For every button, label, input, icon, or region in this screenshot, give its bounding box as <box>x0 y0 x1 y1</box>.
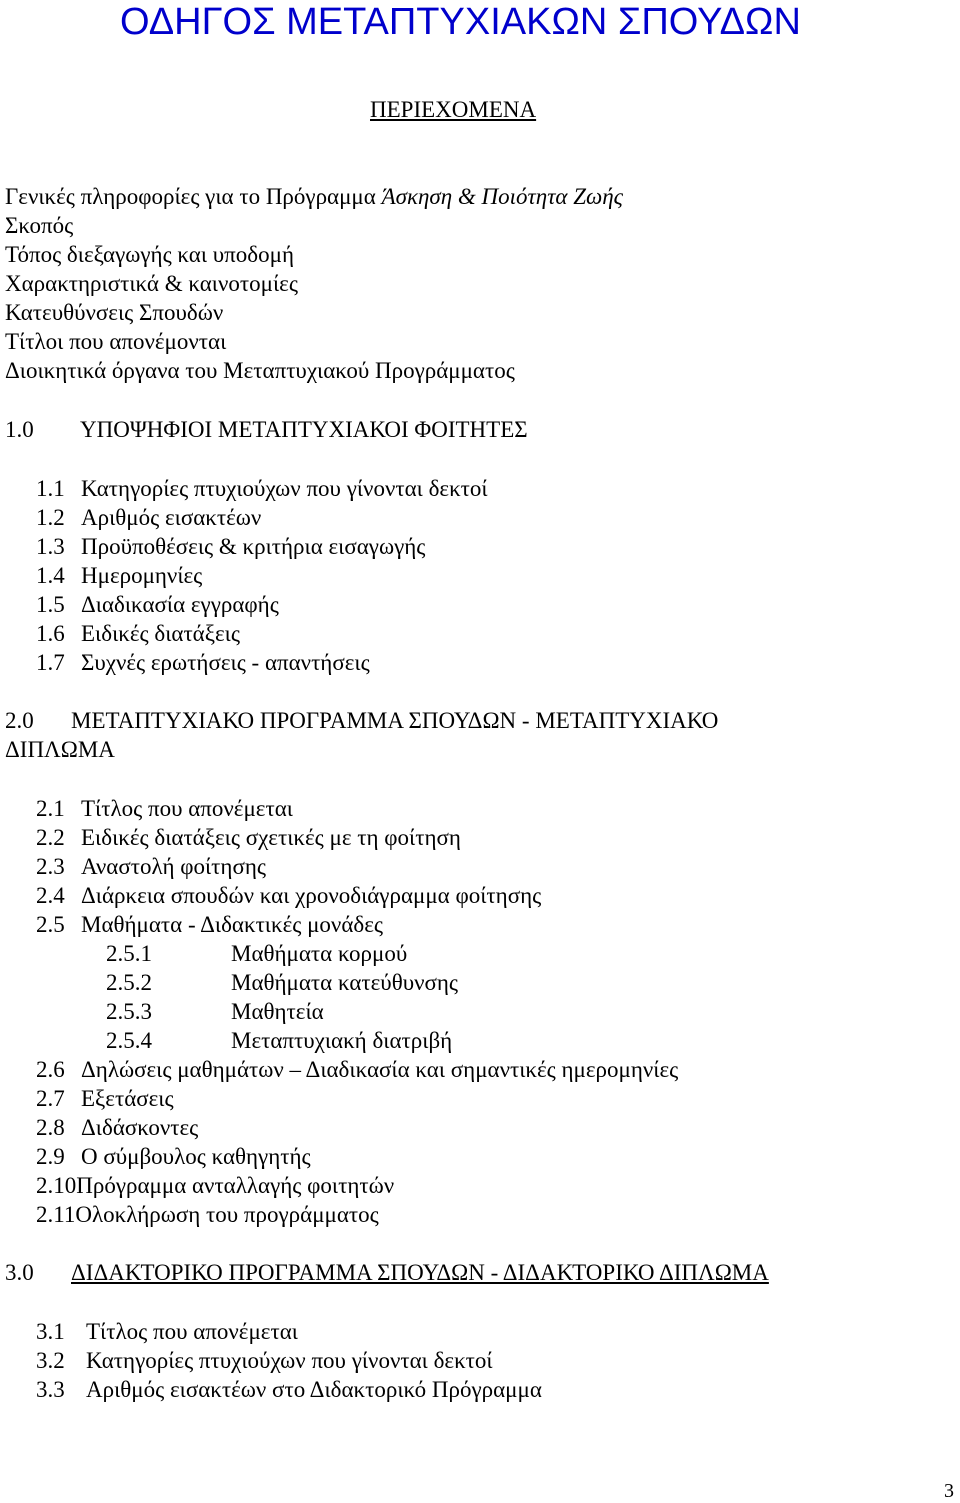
page-number: 3 <box>944 1480 954 1502</box>
toc-item <box>36 1318 298 1346</box>
item-number: 2.3 <box>36 854 65 879</box>
section-title: ΔΙΔΑΚΤΟΡΙΚΟ ΠΡΟΓΡΑΜΜΑ ΣΠΟΥΔΩΝ - ΔΙΔΑΚΤΟΡΙΚΟ ΔΙΠΛΩΜΑ <box>71 1260 769 1285</box>
item-text: Αναστολή φοίτησης <box>81 854 266 879</box>
section-number: 3.0 <box>5 1260 34 1285</box>
item-text: Τίτλος που απονέμεται <box>81 796 293 821</box>
toc-general-item: Διοικητικά όργανα του Μεταπτυχιακού Προγράμματος <box>5 358 515 383</box>
document-title: ΟΔΗΓΟΣ ΜΕΤΑΠΤΥΧΙΑΚΩΝ ΣΠΟΥΔΩΝ <box>120 1 801 43</box>
item-text: Ειδικές διατάξεις <box>81 621 240 646</box>
item-number: 2.4 <box>36 883 65 908</box>
subitem-number: 2.5.1 <box>106 941 152 966</box>
item-number: 3.2 <box>36 1348 65 1373</box>
toc-item <box>36 882 541 910</box>
item-number: 1.6 <box>36 621 65 646</box>
toc-subitem <box>106 1027 452 1055</box>
toc-general-item: Τίτλοι που απονέμονται <box>5 329 227 354</box>
item-number: 2.2 <box>36 825 65 850</box>
toc-general-line-1 <box>5 183 623 211</box>
item-number: 2.5 <box>36 912 65 937</box>
toc-general-program-name: Άσκηση & Ποιότητα Ζωής <box>381 184 624 209</box>
toc-item <box>36 824 461 852</box>
subitem-text: Μαθήματα κορμού <box>231 941 408 966</box>
subitem-number: 2.5.3 <box>106 999 152 1024</box>
toc-item <box>36 620 240 648</box>
item-text: Μαθήματα - Διδακτικές μονάδες <box>81 912 383 937</box>
toc-section-2-heading <box>5 707 718 735</box>
toc-item <box>36 1172 394 1200</box>
toc-item <box>36 1143 311 1171</box>
item-number: 2.1 <box>36 796 65 821</box>
toc-item <box>36 1347 493 1375</box>
item-text: Αριθμός εισακτέων στο Διδακτορικό Πρόγραμμα <box>86 1377 542 1402</box>
toc-item <box>36 1376 542 1404</box>
item-text: Αριθμός εισακτέων <box>81 505 262 530</box>
section-title: ΥΠΟΨΗΦΙΟΙ ΜΕΤΑΠΤΥΧΙΑΚΟΙ ΦΟΙΤΗΤΕΣ <box>80 417 528 442</box>
toc-item <box>36 591 279 619</box>
toc-item <box>36 853 266 881</box>
toc-item <box>36 504 261 532</box>
toc-item <box>36 1085 174 1113</box>
toc-general-prefix: Γενικές πληροφορίες για το Πρόγραμμα <box>5 184 382 209</box>
item-text: Κατηγορίες πτυχιούχων που γίνονται δεκτοί <box>86 1348 493 1373</box>
toc-heading: ΠΕΡΙΕΧΟΜΕΝΑ <box>370 97 537 122</box>
item-number: 2.11 <box>36 1202 76 1227</box>
toc-item <box>36 1114 198 1142</box>
item-text: Κατηγορίες πτυχιούχων που γίνονται δεκτοί <box>81 476 488 501</box>
toc-general-item: Σκοπός <box>5 213 74 238</box>
item-number: 2.9 <box>36 1144 65 1169</box>
item-text: Δηλώσεις μαθημάτων – Διαδικασία και σημαντικές ημερομηνίες <box>81 1057 679 1082</box>
toc-item <box>36 1201 379 1229</box>
section-number: 2.0 <box>5 708 34 733</box>
item-number: 1.5 <box>36 592 65 617</box>
toc-item <box>36 911 383 939</box>
item-text: Ολοκλήρωση του προγράμματος <box>75 1202 379 1227</box>
item-number: 1.2 <box>36 505 65 530</box>
subitem-number: 2.5.4 <box>106 1028 152 1053</box>
toc-general-item: Κατευθύνσεις Σπουδών <box>5 300 224 325</box>
toc-subitem <box>106 940 407 968</box>
toc-item <box>36 562 202 590</box>
item-number: 1.4 <box>36 563 65 588</box>
item-text: Διαδικασία εγγραφής <box>81 592 279 617</box>
subitem-text: Μαθητεία <box>231 999 324 1024</box>
item-text: Συχνές ερωτήσεις - απαντήσεις <box>81 650 370 675</box>
item-number: 1.1 <box>36 476 65 501</box>
item-number: 3.3 <box>36 1377 65 1402</box>
item-number: 3.1 <box>36 1319 65 1344</box>
toc-item <box>36 649 370 677</box>
toc-section-1-heading <box>5 416 528 444</box>
toc-item <box>36 533 425 561</box>
item-text: Διάρκεια σπουδών και χρονοδιάγραμμα φοίτησης <box>81 883 542 908</box>
subitem-text: Μεταπτυχιακή διατριβή <box>231 1028 453 1053</box>
toc-item <box>36 795 293 823</box>
toc-general-item: Τόπος διεξαγωγής και υποδομή <box>5 242 294 267</box>
subitem-number: 2.5.2 <box>106 970 152 995</box>
item-text: Διδάσκοντες <box>81 1115 199 1140</box>
toc-item <box>36 1056 678 1084</box>
item-number: 1.3 <box>36 534 65 559</box>
item-number: 2.6 <box>36 1057 65 1082</box>
item-text: Τίτλος που απονέμεται <box>86 1319 298 1344</box>
item-text: Πρόγραμμα ανταλλαγής φοιτητών <box>76 1173 395 1198</box>
subitem-text: Μαθήματα κατεύθυνσης <box>231 970 459 995</box>
item-number: 2.7 <box>36 1086 65 1111</box>
toc-item <box>36 475 488 503</box>
toc-section-3-heading <box>5 1259 769 1287</box>
toc-subitem <box>106 998 324 1026</box>
toc-subitem <box>106 969 458 997</box>
section-title: ΜΕΤΑΠΤΥΧΙΑΚΟ ΠΡΟΓΡΑΜΜΑ ΣΠΟΥΔΩΝ - ΜΕΤΑΠΤΥΧΙΑΚΟ <box>71 708 719 733</box>
item-number: 1.7 <box>36 650 65 675</box>
section-number: 1.0 <box>5 417 34 442</box>
item-text: Ο σύμβουλος καθηγητής <box>81 1144 311 1169</box>
item-text: Προϋποθέσεις & κριτήρια εισαγωγής <box>81 534 426 559</box>
item-text: Ειδικές διατάξεις σχετικές με τη φοίτηση <box>81 825 461 850</box>
item-number: 2.8 <box>36 1115 65 1140</box>
item-text: Ημερομηνίες <box>81 563 203 588</box>
toc-section-2-heading-cont: ΔΙΠΛΩΜΑ <box>5 737 115 762</box>
item-text: Εξετάσεις <box>81 1086 174 1111</box>
toc-general-item: Χαρακτηριστικά & καινοτομίες <box>5 271 298 296</box>
item-number: 2.10 <box>36 1173 77 1198</box>
